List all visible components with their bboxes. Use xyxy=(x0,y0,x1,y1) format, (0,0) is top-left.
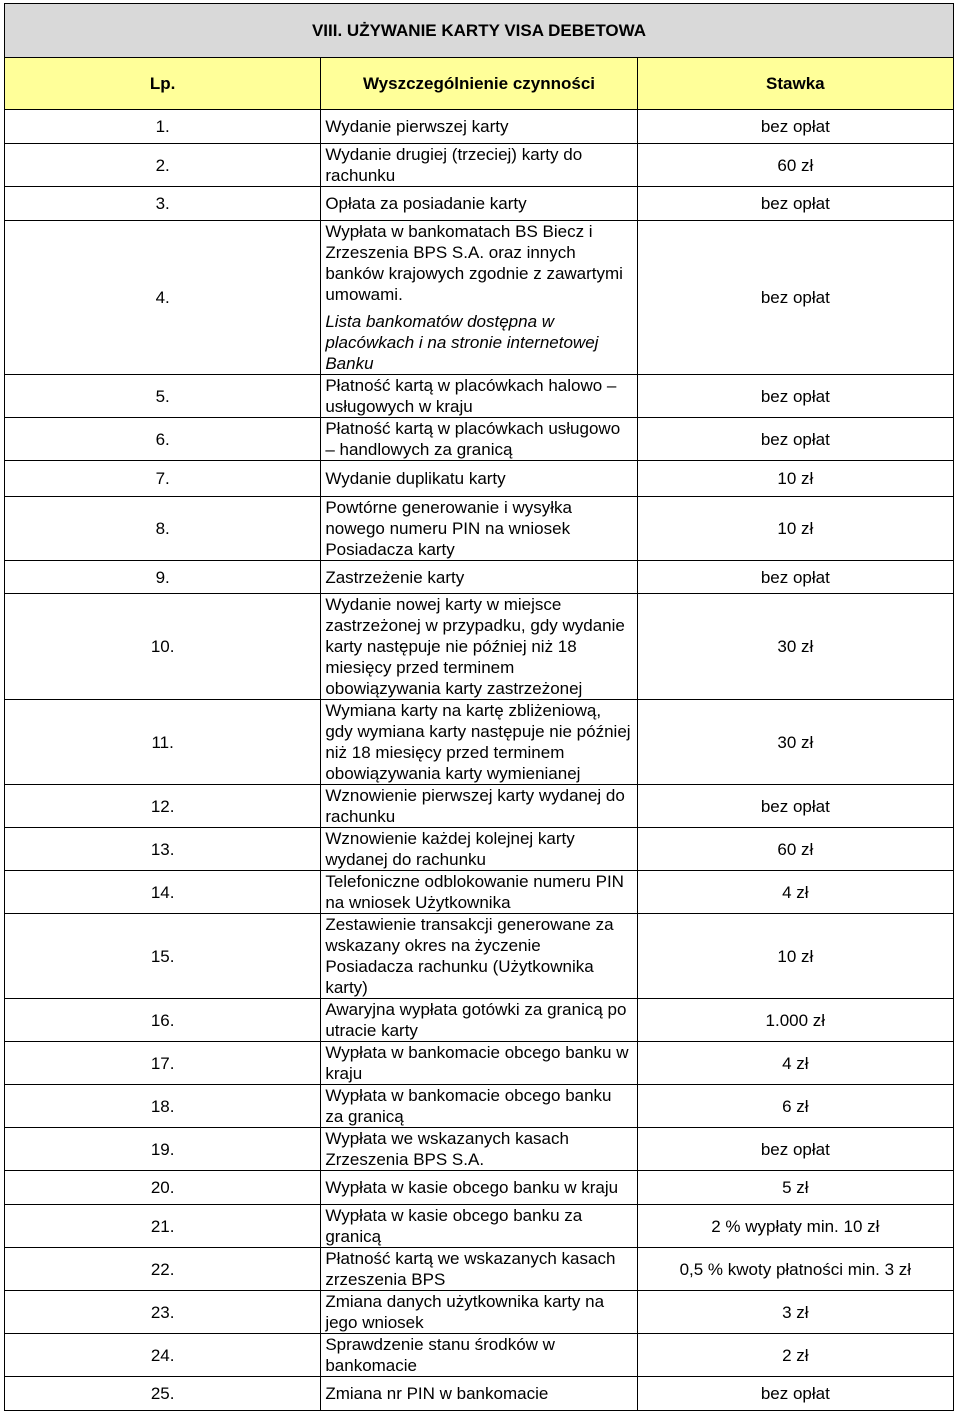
header-rate: Stawka xyxy=(637,58,953,110)
table-row xyxy=(5,1085,954,1128)
row-description: Wypłata w bankomacie obcego banku za granicą xyxy=(325,1086,612,1126)
row-number: 22. xyxy=(5,1248,321,1291)
row-rate: bez opłat xyxy=(637,375,953,418)
row-description: Wydanie nowej karty w miejsce zastrzeżonej w przypadku, gdy wydanie karty następuje nie później niż 18 miesięcy przed terminem obowiązywania karty zastrzeżonej xyxy=(325,595,625,698)
row-rate: bez opłat xyxy=(637,187,953,221)
row-description: Wypłata we wskazanych kasach Zrzeszenia BPS S.A. xyxy=(325,1129,569,1169)
row-description-cell xyxy=(321,785,637,828)
row-description-cell xyxy=(321,700,637,785)
row-description: Zmiana nr PIN w bankomacie xyxy=(325,1384,549,1403)
table-row xyxy=(5,1042,954,1085)
row-description-cell xyxy=(321,1085,637,1128)
row-description-cell xyxy=(321,1171,637,1205)
table-row xyxy=(5,561,954,594)
table-row xyxy=(5,497,954,561)
row-description-cell xyxy=(321,828,637,871)
table-row xyxy=(5,1248,954,1291)
table-title: VIII. UŻYWANIE KARTY VISA DEBETOWA xyxy=(5,4,954,58)
row-number: 25. xyxy=(5,1377,321,1411)
row-rate: bez opłat xyxy=(637,1128,953,1171)
row-description: Sprawdzenie stanu środków w bankomacie xyxy=(325,1335,555,1375)
row-rate: 30 zł xyxy=(637,700,953,785)
row-number: 6. xyxy=(5,418,321,461)
row-rate: 1.000 zł xyxy=(637,999,953,1042)
table-row xyxy=(5,418,954,461)
row-description: Opłata za posiadanie karty xyxy=(325,194,527,213)
header-lp: Lp. xyxy=(5,58,321,110)
row-description-cell xyxy=(321,594,637,700)
row-number: 13. xyxy=(5,828,321,871)
row-number: 19. xyxy=(5,1128,321,1171)
row-description: Wznowienie pierwszej karty wydanej do rachunku xyxy=(325,786,625,826)
row-rate: 60 zł xyxy=(637,144,953,187)
table-row xyxy=(5,594,954,700)
row-description-cell xyxy=(321,1334,637,1377)
table-row xyxy=(5,871,954,914)
row-rate: bez opłat xyxy=(637,785,953,828)
row-rate: 4 zł xyxy=(637,871,953,914)
table-row xyxy=(5,221,954,375)
table-row xyxy=(5,700,954,785)
row-rate: 5 zł xyxy=(637,1171,953,1205)
row-number: 18. xyxy=(5,1085,321,1128)
row-description-cell xyxy=(321,144,637,187)
row-description: Płatność kartą w placówkach usługowo – handlowych za granicą xyxy=(325,419,621,459)
table-row xyxy=(5,461,954,497)
table-row xyxy=(5,1171,954,1205)
row-description: Telefoniczne odblokowanie numeru PIN na wniosek Użytkownika xyxy=(325,872,624,912)
table-header-row xyxy=(5,58,954,110)
row-description-cell xyxy=(321,461,637,497)
row-rate: 10 zł xyxy=(637,461,953,497)
row-description: Zestawienie transakcji generowane za wskazany okres na życzenie Posiadacza rachunku (Użytkownika karty) xyxy=(325,915,614,997)
row-rate: 60 zł xyxy=(637,828,953,871)
row-description: Wydanie drugiej (trzeciej) karty do rachunku xyxy=(325,145,583,185)
table-row xyxy=(5,375,954,418)
row-number: 16. xyxy=(5,999,321,1042)
row-number: 9. xyxy=(5,561,321,594)
table-row xyxy=(5,1291,954,1334)
table-row xyxy=(5,1334,954,1377)
row-number: 5. xyxy=(5,375,321,418)
row-description: Wypłata w kasie obcego banku za granicą xyxy=(325,1206,583,1246)
row-rate: 6 zł xyxy=(637,1085,953,1128)
row-description-cell xyxy=(321,1377,637,1411)
row-number: 12. xyxy=(5,785,321,828)
row-description: Wypłata w kasie obcego banku w kraju xyxy=(325,1178,619,1197)
row-rate: 2 % wypłaty min. 10 zł xyxy=(637,1205,953,1248)
row-number: 10. xyxy=(5,594,321,700)
row-description-cell xyxy=(321,1205,637,1248)
row-number: 17. xyxy=(5,1042,321,1085)
row-number: 8. xyxy=(5,497,321,561)
row-rate: 10 zł xyxy=(637,914,953,999)
row-rate: 10 zł xyxy=(637,497,953,561)
table-row xyxy=(5,144,954,187)
row-description: Wznowienie każdej kolejnej karty wydanej do rachunku xyxy=(325,829,575,869)
row-description-cell xyxy=(321,497,637,561)
row-description-cell xyxy=(321,1128,637,1171)
row-rate: 4 zł xyxy=(637,1042,953,1085)
table-row xyxy=(5,1128,954,1171)
row-description: Płatność kartą w placówkach halowo – usługowych w kraju xyxy=(325,376,617,416)
row-description-cell xyxy=(321,914,637,999)
row-description: Wydanie duplikatu karty xyxy=(325,469,506,488)
row-rate: bez opłat xyxy=(637,1377,953,1411)
table-row xyxy=(5,110,954,144)
row-description: Wypłata w bankomacie obcego banku w kraju xyxy=(325,1043,629,1083)
row-number: 2. xyxy=(5,144,321,187)
row-description-cell xyxy=(321,1042,637,1085)
row-rate: 30 zł xyxy=(637,594,953,700)
row-description-cell xyxy=(321,187,637,221)
row-description: Zastrzeżenie karty xyxy=(325,567,465,587)
row-number: 11. xyxy=(5,700,321,785)
row-description-cell xyxy=(321,418,637,461)
row-number: 14. xyxy=(5,871,321,914)
row-rate: bez opłat xyxy=(637,221,953,375)
table-row xyxy=(5,914,954,999)
row-number: 7. xyxy=(5,461,321,497)
row-number: 21. xyxy=(5,1205,321,1248)
row-number: 15. xyxy=(5,914,321,999)
row-rate: bez opłat xyxy=(637,110,953,144)
row-number: 1. xyxy=(5,110,321,144)
table-row xyxy=(5,1377,954,1411)
row-note: Lista bankomatów dostępna w placówkach i na stronie internetowej Banku xyxy=(325,312,599,373)
row-rate: bez opłat xyxy=(637,418,953,461)
row-rate: 0,5 % kwoty płatności min. 3 zł xyxy=(637,1248,953,1291)
row-description-cell xyxy=(321,999,637,1042)
header-description: Wyszczególnienie czynności xyxy=(321,58,637,110)
row-description-cell xyxy=(321,1248,637,1291)
table-row xyxy=(5,785,954,828)
row-rate: 3 zł xyxy=(637,1291,953,1334)
row-number: 3. xyxy=(5,187,321,221)
row-description-cell xyxy=(321,561,637,594)
row-description-cell xyxy=(321,1291,637,1334)
table-title-row xyxy=(5,4,954,58)
row-description: Zmiana danych użytkownika karty na jego wniosek xyxy=(325,1292,605,1332)
row-description-cell xyxy=(321,110,637,144)
row-description: Awaryjna wypłata gotówki za granicą po utracie karty xyxy=(325,1000,627,1040)
row-description: Powtórne generowanie i wysyłka nowego numeru PIN na wniosek Posiadacza karty xyxy=(325,498,572,559)
row-number: 23. xyxy=(5,1291,321,1334)
fees-table xyxy=(4,3,954,1411)
table-row xyxy=(5,828,954,871)
row-description: Wydanie pierwszej karty xyxy=(325,117,509,136)
table-row xyxy=(5,1205,954,1248)
row-rate: bez opłat xyxy=(637,561,953,594)
row-description-cell xyxy=(321,871,637,914)
row-number: 24. xyxy=(5,1334,321,1377)
row-description-cell xyxy=(321,221,637,375)
table-row xyxy=(5,187,954,221)
row-number: 4. xyxy=(5,221,321,375)
row-description: Płatność kartą we wskazanych kasach zrzeszenia BPS xyxy=(325,1249,616,1289)
table-row xyxy=(5,999,954,1042)
row-description: Wypłata w bankomatach BS Biecz i Zrzeszenia BPS S.A. oraz innych banków krajowych zgodnie z zawartymi umowami. xyxy=(325,222,623,304)
row-description-cell xyxy=(321,375,637,418)
row-number: 20. xyxy=(5,1171,321,1205)
row-description: Wymiana karty na kartę zbliżeniową, gdy wymiana karty następuje nie później niż 18 miesięcy przed terminem obowiązywania karty wymienianej xyxy=(325,701,631,783)
row-rate: 2 zł xyxy=(637,1334,953,1377)
